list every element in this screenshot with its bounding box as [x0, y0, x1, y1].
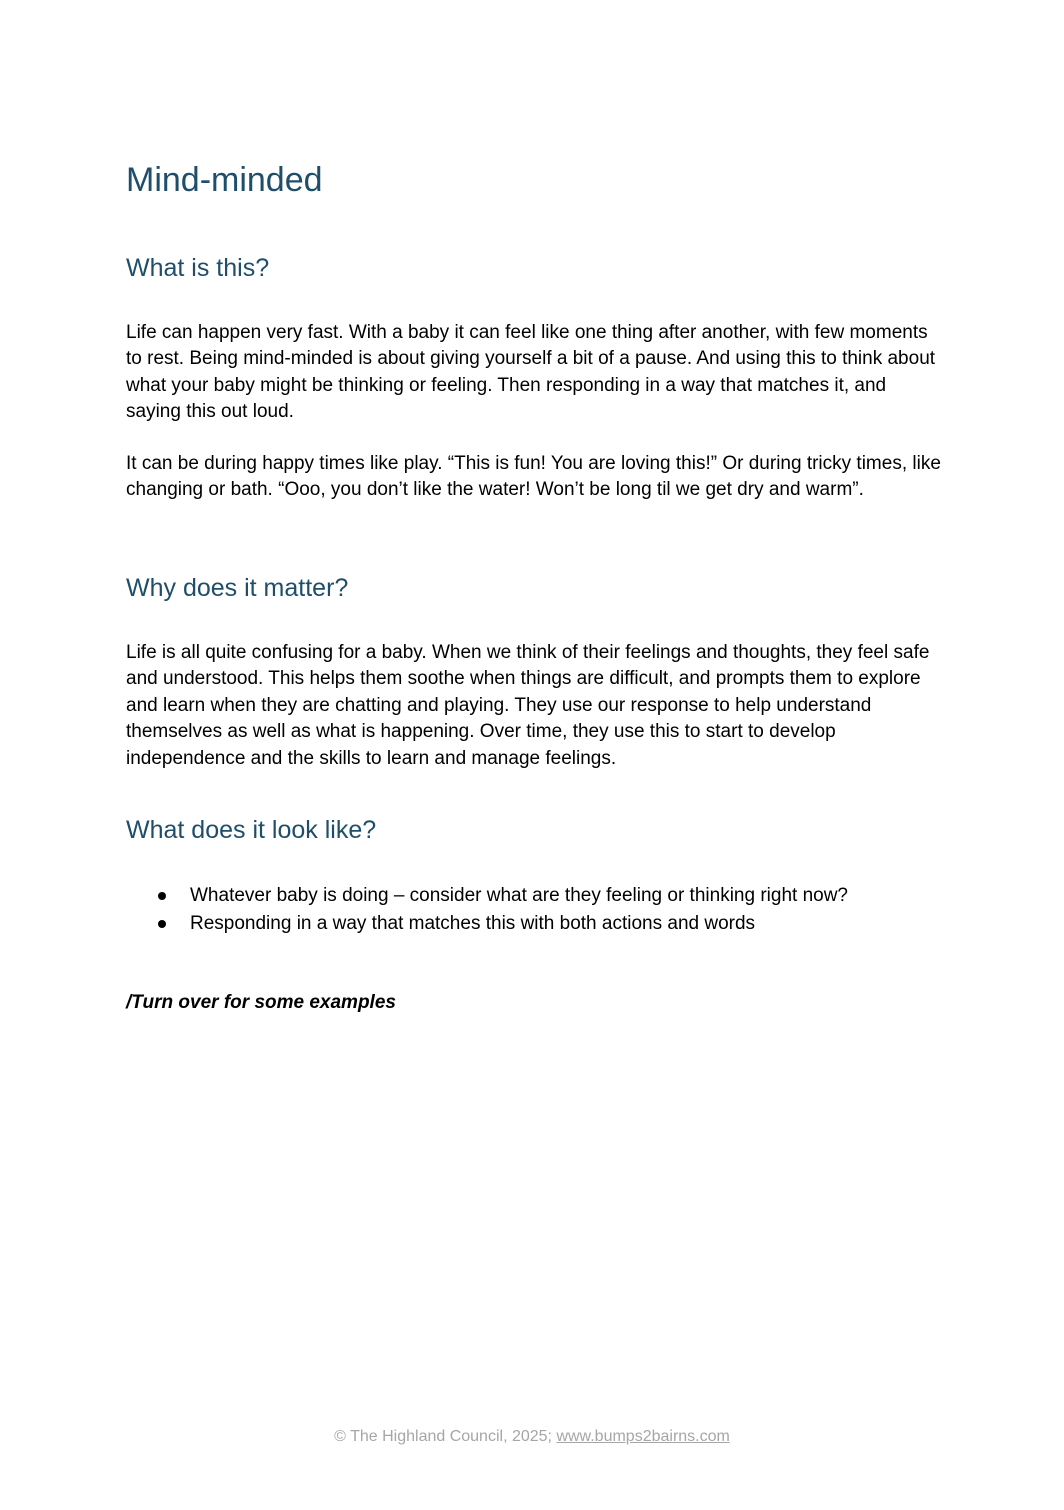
- bullet-dot-icon: [158, 892, 166, 900]
- paragraph-what-is-this-1: Life can happen very fast. With a baby it can feel like one thing after another, with few moments to rest. Being mind-minded is about giving yourself a bit of a pause. And using this to think about what your baby might be thinking or feeling. Then responding in a way that matches it, and saying this out loud.: [126, 322, 936, 423]
- turn-over-note: /Turn over for some examples: [126, 992, 396, 1013]
- paragraph-why-does-it-matter: Life is all quite confusing for a baby. When we think of their feelings and thoughts, they feel safe and understood. This helps them soothe when things are difficult, and prompts them to explore and learn when they are chatting and playing. They use our response to help understand themselves as well as what is happening. Over time, they use this to start to develop independence and the skills to learn and manage feelings.: [126, 642, 930, 769]
- footer-copyright: © The Highland Council, 2025;: [334, 1428, 557, 1445]
- bullet-item: [126, 882, 941, 910]
- bullet-item-text: Responding in a way that matches this with both actions and words: [190, 913, 756, 934]
- document-title: Mind-minded: [126, 161, 323, 199]
- page-footer: [0, 1425, 1064, 1449]
- section-heading-why-does-it-matter: Why does it matter?: [126, 574, 349, 602]
- section-heading-what-does-it-look-like: What does it look like?: [126, 816, 377, 844]
- bullet-dot-icon: [158, 920, 166, 928]
- paragraph-what-is-this-2: It can be during happy times like play. “This is fun! You are loving this!” Or during tricky times, like changing or bath. “Ooo, you don’t like the water! Won’t be long til we get dry and warm”.: [126, 453, 941, 501]
- section-heading-what-is-this: What is this?: [126, 254, 270, 282]
- bullet-list: [126, 882, 941, 938]
- bullet-item-text: Whatever baby is doing – consider what are they feeling or thinking right now?: [190, 885, 848, 906]
- bullet-item: [126, 910, 941, 938]
- footer-website-link[interactable]: www.bumps2bairns.com: [556, 1428, 730, 1445]
